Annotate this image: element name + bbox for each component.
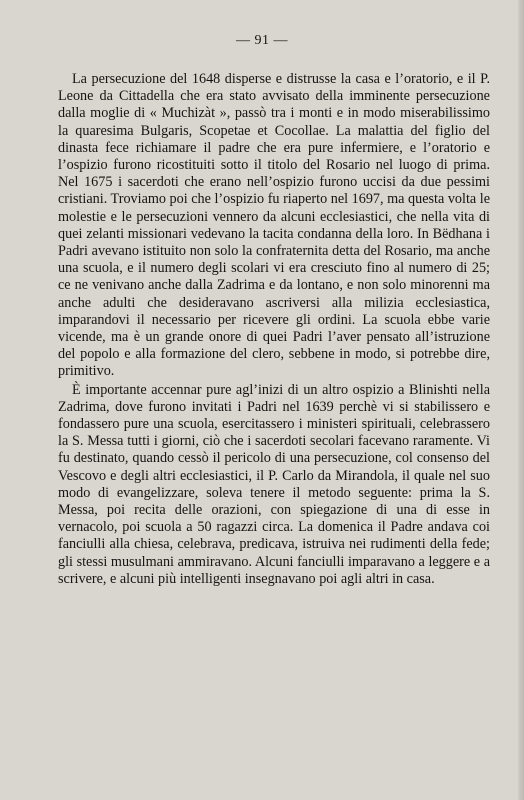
paragraph-persecution: La persecuzione del 1648 disperse e distrusse la casa e l’oratorio, e il P. Leone da Cittadella che era stato avvisato della imminente persecuzione dalla moglie di « Muchizàt », passò tra i monti e in modo miserabilissimo la quaresima Bulgaris, Scopetae et Cocollae. La malattia del figlio del dinasta fece richiamare il padre che era pure infermiere, e l’oratorio e l’ospizio furono ricostituiti sotto il titolo del Rosario nel luogo di prima. Nel 1675 i sacerdoti che erano nell’ospizio furono uccisi da due pessimi cristiani. Troviamo poi che l’ospizio fu riaperto nel 1697, ma questa volta le molestie e le persecuzioni vennero da alcuni ecclesiastici, che nella vita di quei zelanti missionari vedevano la tacita condanna della loro. In Bëdhana i Padri avevano istituito non solo la confraternita detta del Rosario, ma anche una scuola, e il numero degli scolari vi era cresciuto fino al numero di 25; ce ne venivano anche dalla Zadrima e da lontano, e non solo minorenni ma anche adulti che desideravano ascriversi alla milizia ecclesiastica, imparandovi il necessario per ricevere gli ordini. La scuola ebbe varie vicende, ma è un grande onore di quei Padri l’aver pensato all’istruzione del popolo e alla formazione del clero, sebbene in modo, si potrebbe dire, primitivo.: [58, 71, 490, 380]
page-number: — 91 —: [236, 33, 288, 48]
page-edge-shadow: [518, 0, 524, 800]
body-text: [58, 71, 490, 588]
paragraph-blinishti: È importante accennar pure agl’inizi di un altro ospizio a Blinishti nella Zadrima, dove furono invitati i Padri nel 1639 perchè vi si stabilissero e fondassero pure una scuola, esercitassero i ministeri spirituali, celebrassero la S. Messa tutti i giorni, ciò che i sacerdoti secolari facevano raramente. Vi fu destinato, quando cessò il pericolo di una persecuzione, col consenso del Vescovo e degli altri ecclesiastici, il P. Carlo da Mirandola, il quale nel suo modo di evangelizzare, soleva tenere il metodo seguente: prima la S. Messa, poi recita delle orazioni, con spiegazione di una di esse in vernacolo, poi scuola a 50 ragazzi circa. La domenica il Padre andava coi fanciulli alla chiesa, celebrava, predicava, istruiva nei rudimenti della fede; gli stessi musulmani ammiravano. Alcuni fanciulli imparavano a leggere e a scrivere, e alcuni più intelligenti insegnavano poi agli altri in casa.: [58, 381, 490, 587]
